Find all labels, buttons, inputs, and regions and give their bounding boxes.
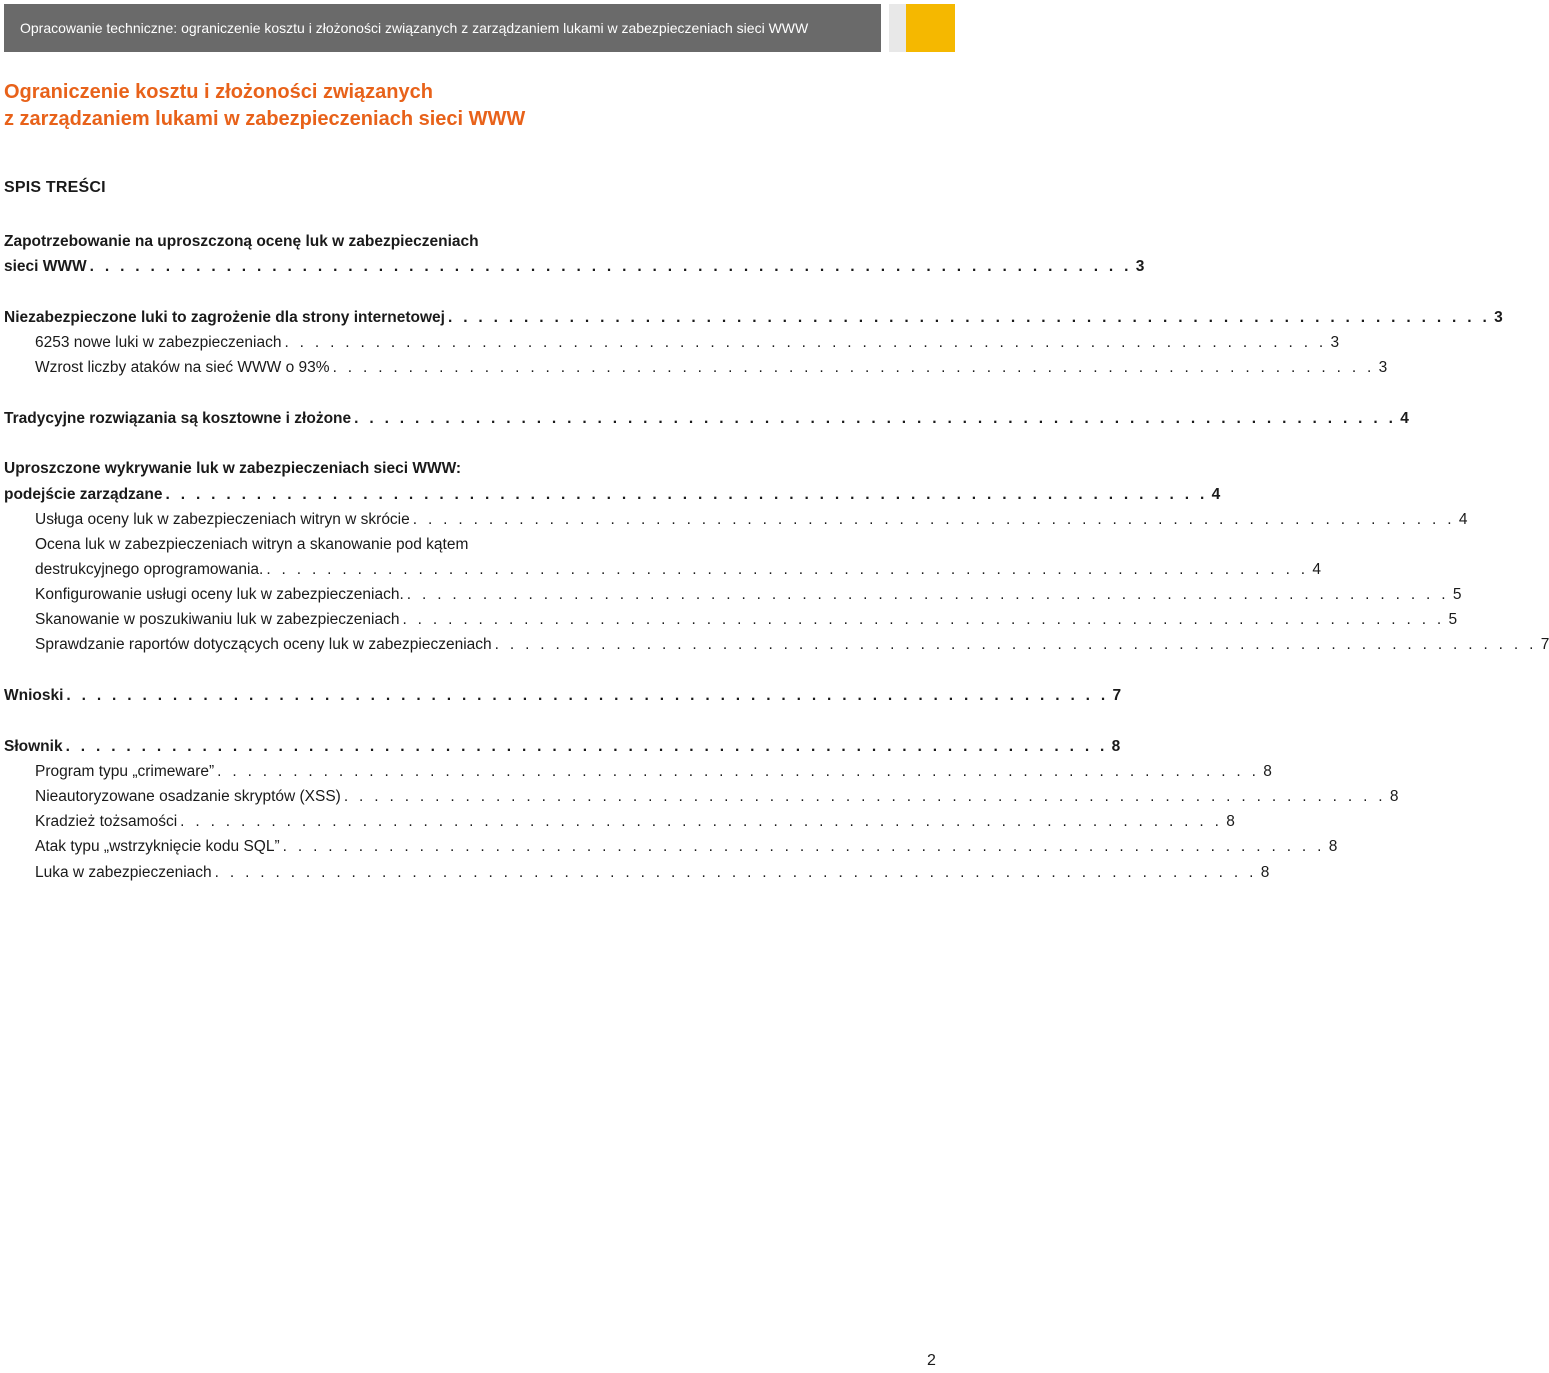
- toc-page-number: 3: [1378, 359, 1388, 376]
- toc-entry-text: Program typu „crimeware”: [35, 763, 215, 780]
- toc-entry-text: Słownik: [4, 738, 63, 755]
- toc-entry-attack-growth[interactable]: [35, 355, 1388, 380]
- toc-dot-leader: . . . . . . . . . . . . . . . . . . . . . . . . . . . . . . . . . . . . . . . . . . . . . . . . . . . . . . . . . . . . . . . . . . . . .: [165, 486, 1208, 503]
- header-accent-yellow: [906, 4, 955, 52]
- toc-page-number: 4: [1312, 561, 1322, 578]
- toc-heading: SPIS TREŚCI: [4, 179, 106, 196]
- toc-page-number: 3: [1135, 258, 1145, 275]
- toc-entry-crimeware[interactable]: [35, 759, 1272, 784]
- toc-dot-leader: . . . . . . . . . . . . . . . . . . . . . . . . . . . . . . . . . . . . . . . . . . . . . . . . . . . . . . . . . . . . . . . . . . . . .: [343, 788, 1386, 805]
- toc-page-number: 5: [1452, 586, 1462, 603]
- toc-entry-xss[interactable]: [35, 784, 1399, 809]
- toc-dot-leader: . . . . . . . . . . . . . . . . . . . . . . . . . . . . . . . . . . . . . . . . . . . . . . . . . . . . . . . . . . . . . . . . . . . . .: [180, 813, 1223, 830]
- toc-entry-text: Wzrost liczby ataków na sieć WWW o 93%: [35, 359, 330, 376]
- toc-page-number: 7: [1540, 636, 1549, 653]
- toc-entry-text: Kradzież tożsamości: [35, 813, 178, 830]
- page-number: 2: [927, 1352, 936, 1369]
- toc-entry-text: Sprawdzanie raportów dotyczących oceny luk w zabezpieczeniach: [35, 636, 492, 653]
- toc-entry-text: Niezabezpieczone luki to zagrożenie dla strony internetowej: [4, 309, 445, 326]
- toc-entry-simplified-detection-line-1[interactable]: [4, 456, 632, 481]
- toc-entry-text: Atak typu „wstrzyknięcie kodu SQL”: [35, 838, 280, 855]
- toc-entry-reviewing-reports[interactable]: [35, 632, 1549, 657]
- toc-entry-text: 6253 nowe luki w zabezpieczeniach: [35, 334, 282, 351]
- header-title: Opracowanie techniczne: ograniczenie kosztu i złożoności związanych z zarządzaniem lukami w zabezpieczeniach sieci WWW: [20, 20, 809, 36]
- toc-page-number: 5: [1448, 611, 1458, 628]
- toc-entry-text: sieci WWW: [4, 258, 87, 275]
- toc-entry-configuring-service[interactable]: [35, 582, 1462, 607]
- toc-entry-text: Tradycyjne rozwiązania są kosztowne i złożone: [4, 410, 352, 427]
- toc-entry-needs-line-2[interactable]: [4, 254, 1145, 279]
- toc-entry-text: podejście zarządzane: [4, 486, 163, 503]
- document-title-line-1: Ograniczenie kosztu i złożoności związanych: [4, 81, 433, 103]
- toc-dot-leader: . . . . . . . . . . . . . . . . . . . . . . . . . . . . . . . . . . . . . . . . . . . . . . . . . . . . . . . . . . . . . . . . . . . . .: [354, 410, 1397, 427]
- toc-entry-text: Zapotrzebowanie na uproszczoną ocenę luk w zabezpieczeniach: [4, 233, 479, 250]
- toc-entry-text: Uproszczone wykrywanie luk w zabezpieczeniach sieci WWW:: [4, 460, 462, 477]
- toc-entry-traditional-solutions[interactable]: [4, 406, 1409, 431]
- toc-page-number: 8: [1328, 838, 1338, 855]
- toc-dot-leader: . . . . . . . . . . . . . . . . . . . . . . . . . . . . . . . . . . . . . . . . . . . . . . . . . . . . . . . . . . . . . . . . . . . . .: [447, 309, 1491, 326]
- toc-entry-scanning[interactable]: [35, 607, 1458, 632]
- toc-dot-leader: . . . . . . . . . . . . . . . . . . . . . . . . . . . . . . . . . . . . . . . . . . . . . . . . . . . . . . . . . . . . . . . . . . . . .: [65, 738, 1108, 755]
- toc-entry-vulnerability[interactable]: [35, 860, 1270, 885]
- toc-dot-leader: . . . . . . . . . . . . . . . . . . . . . . . . . . . . . . . . . . . . . . . . . . . . . . . . . . . . . . . . . . . . . . . . . . . . .: [494, 636, 1537, 653]
- header-bar: [4, 4, 881, 52]
- toc-page-number: 3: [1494, 309, 1503, 326]
- toc-entry-glossary[interactable]: [4, 734, 1121, 759]
- toc-page-number: 8: [1260, 864, 1270, 881]
- toc-dot-leader: . . . . . . . . . . . . . . . . . . . . . . . . . . . . . . . . . . . . . . . . . . . . . . . . . . . . . . . . . . . . . . . . . . . . .: [66, 687, 1109, 704]
- toc-entry-sql-injection[interactable]: [35, 834, 1338, 859]
- toc-entry-service-overview[interactable]: [35, 507, 1468, 532]
- toc-entry-assessment-vs-malware-line-1[interactable]: [35, 532, 632, 557]
- toc-dot-leader: . . . . . . . . . . . . . . . . . . . . . . . . . . . . . . . . . . . . . . . . . . . . . . . . . . . . . . . . . . . . . . . . . . . . .: [402, 611, 1445, 628]
- toc-entry-conclusions[interactable]: [4, 683, 1122, 708]
- toc-page-number: 7: [1112, 687, 1122, 704]
- toc-entry-text: destrukcyjnego oprogramowania.: [35, 561, 264, 578]
- toc-page-number: 8: [1226, 813, 1235, 830]
- toc-entry-unprotected-vulnerabilities[interactable]: [4, 305, 1503, 330]
- toc-dot-leader: . . . . . . . . . . . . . . . . . . . . . . . . . . . . . . . . . . . . . . . . . . . . . . . . . . . . . . . . . . . . . . . . . . . . .: [214, 864, 1257, 881]
- header-accent-light: [889, 4, 906, 52]
- toc-dot-leader: . . . . . . . . . . . . . . . . . . . . . . . . . . . . . . . . . . . . . . . . . . . . . . . . . . . . . . . . . . . . . . . . . . . . .: [406, 586, 1449, 603]
- toc-entry-text: Luka w zabezpieczeniach: [35, 864, 212, 881]
- toc-entry-text: Nieautoryzowane osadzanie skryptów (XSS): [35, 788, 341, 805]
- toc-entry-text: Skanowanie w poszukiwaniu luk w zabezpieczeniach: [35, 611, 400, 628]
- toc-dot-leader: . . . . . . . . . . . . . . . . . . . . . . . . . . . . . . . . . . . . . . . . . . . . . . . . . . . . . . . . . . . . . . . . . . . . .: [282, 838, 1325, 855]
- toc-entry-text: Wnioski: [4, 687, 64, 704]
- toc-page-number: 8: [1389, 788, 1399, 805]
- toc-entry-text: Ocena luk w zabezpieczeniach witryn a skanowanie pod kątem: [35, 536, 469, 553]
- toc-entry-new-vulnerabilities[interactable]: [35, 330, 1340, 355]
- document-title-line-2: z zarządzaniem lukami w zabezpieczeniach sieci WWW: [4, 108, 526, 130]
- toc-dot-leader: . . . . . . . . . . . . . . . . . . . . . . . . . . . . . . . . . . . . . . . . . . . . . . . . . . . . . . . . . . . . . . . . . . . . .: [332, 359, 1375, 376]
- toc-entry-identity-theft[interactable]: [35, 809, 1235, 834]
- toc-dot-leader: . . . . . . . . . . . . . . . . . . . . . . . . . . . . . . . . . . . . . . . . . . . . . . . . . . . . . . . . . . . . . . . . . . . . .: [217, 763, 1260, 780]
- toc-page-number: 3: [1330, 334, 1340, 351]
- toc-dot-leader: . . . . . . . . . . . . . . . . . . . . . . . . . . . . . . . . . . . . . . . . . . . . . . . . . . . . . . . . . . . . . . . . . . . . .: [89, 258, 1132, 275]
- document-title: [4, 79, 525, 133]
- toc-page-number: 4: [1211, 486, 1221, 503]
- toc-dot-leader: . . . . . . . . . . . . . . . . . . . . . . . . . . . . . . . . . . . . . . . . . . . . . . . . . . . . . . . . . . . . . . . . . . . . .: [412, 511, 1455, 528]
- toc-dot-leader: . . . . . . . . . . . . . . . . . . . . . . . . . . . . . . . . . . . . . . . . . . . . . . . . . . . . . . . . . . . . . . . . . . . . .: [284, 334, 1327, 351]
- toc-entry-simplified-detection-line-2[interactable]: [4, 482, 1221, 507]
- toc-page-number: 8: [1263, 763, 1272, 780]
- toc-entry-needs-line-1[interactable]: [4, 229, 632, 254]
- toc-dot-leader: . . . . . . . . . . . . . . . . . . . . . . . . . . . . . . . . . . . . . . . . . . . . . . . . . . . . . . . . . . . . . . . . . . . . .: [266, 561, 1309, 578]
- toc-page-number: 4: [1458, 511, 1468, 528]
- toc-entry-text: Usługa oceny luk w zabezpieczeniach witryn w skrócie: [35, 511, 410, 528]
- toc-page-number: 4: [1400, 410, 1409, 427]
- toc-page-number: 8: [1111, 738, 1121, 755]
- toc-entry-assessment-vs-malware-line-2[interactable]: [35, 557, 1322, 582]
- toc-entry-text: Konfigurowanie usługi oceny luk w zabezpieczeniach.: [35, 586, 404, 603]
